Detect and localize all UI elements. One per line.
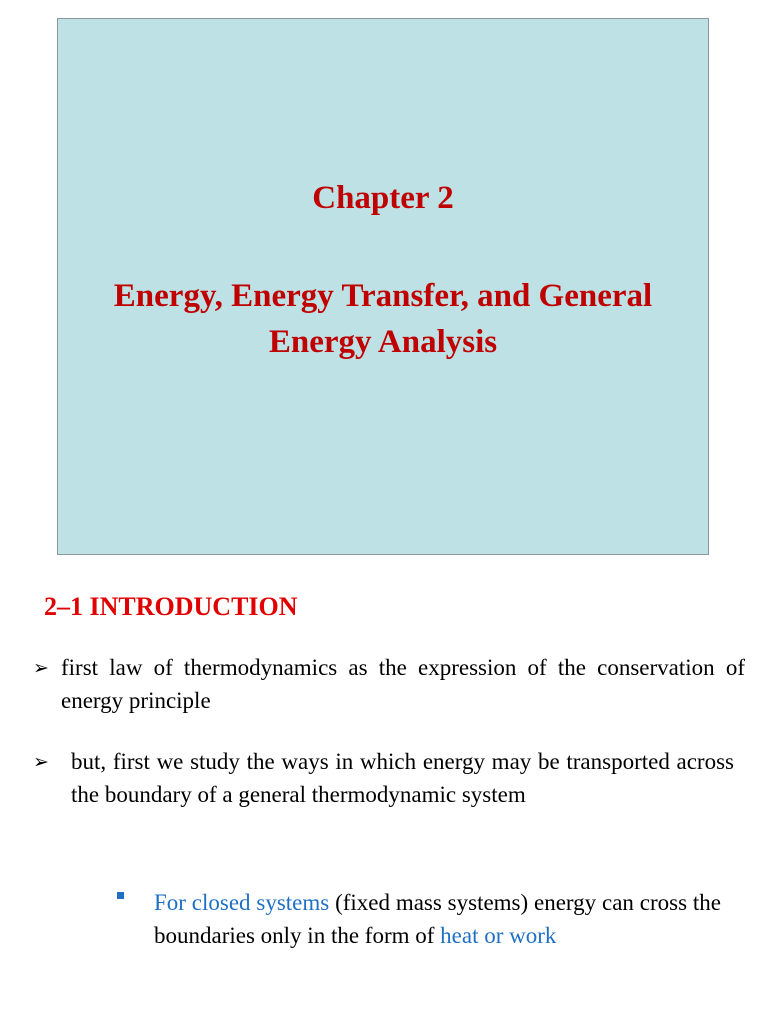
heat-or-work-highlight: heat or work xyxy=(440,923,557,948)
bullet-text: but, first we study the ways in which energy may be transported across the boundary of a general thermodynamic system xyxy=(71,749,734,807)
sub-bullet-text xyxy=(154,886,721,952)
chapter-subtitle-line-2: Energy Analysis xyxy=(268,324,498,360)
closed-systems-highlight: For closed systems xyxy=(154,890,330,915)
arrow-bullet-icon: ➢ xyxy=(33,751,49,773)
sub-bullet-body: (fixed mass systems) energy can cross the boundaries only in the form of xyxy=(154,890,721,948)
chapter-subtitle-line-1: Energy, Energy Transfer, and General xyxy=(113,278,653,314)
square-bullet-icon xyxy=(117,892,124,899)
title-box xyxy=(57,18,709,555)
arrow-bullet-icon: ➢ xyxy=(33,657,49,679)
chapter-subtitle xyxy=(58,273,708,365)
chapter-title: Chapter 2 xyxy=(312,180,454,216)
bullet-text: first law of thermodynamics as the expression of the conservation of energy principle xyxy=(61,655,745,713)
section-heading: 2–1 INTRODUCTION xyxy=(44,592,298,621)
